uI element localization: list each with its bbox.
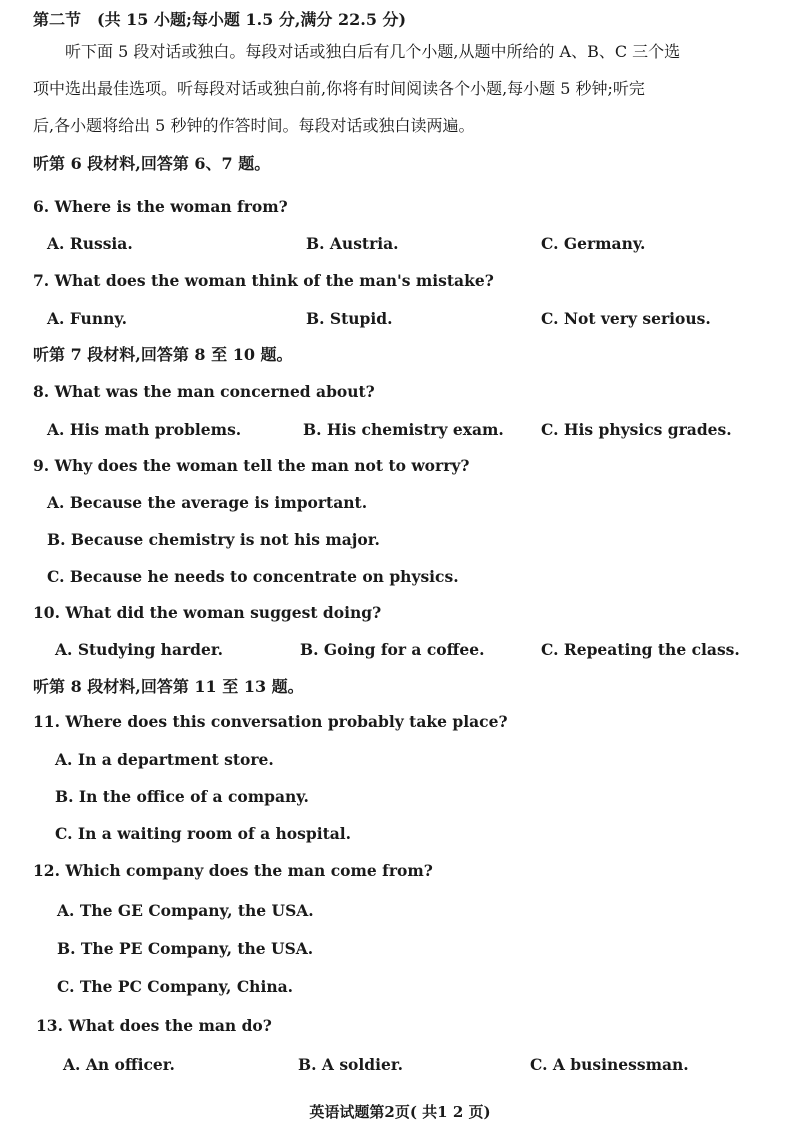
question-13-stem: 13. What does the man do? [36, 1016, 272, 1035]
question-6-option-a[interactable]: A. Russia. [47, 234, 133, 253]
question-10-option-b[interactable]: B. Going for a coffee. [300, 640, 485, 659]
question-8-option-a[interactable]: A. His math problems. [47, 420, 242, 439]
question-7-option-c[interactable]: C. Not very serious. [541, 309, 711, 328]
question-9-option-b[interactable]: B. Because chemistry is not his major. [47, 530, 380, 549]
question-11-stem: 11. Where does this conversation probably take place? [33, 712, 508, 731]
question-9-option-c[interactable]: C. Because he needs to concentrate on physics. [47, 567, 459, 586]
question-11-option-c[interactable]: C. In a waiting room of a hospital. [55, 824, 352, 843]
question-13-option-c[interactable]: C. A businessman. [530, 1055, 689, 1074]
question-7-option-b[interactable]: B. Stupid. [306, 309, 393, 328]
question-6-option-b[interactable]: B. Austria. [306, 234, 399, 253]
question-7-option-a[interactable]: A. Funny. [47, 309, 127, 328]
question-12-stem: 12. Which company does the man come from? [33, 861, 433, 880]
question-8-option-b[interactable]: B. His chemistry exam. [303, 420, 504, 439]
instruction-line-1: 听下面 5 段对话或独白。每段对话或独白后有几个小题,从题中所给的 A、B、C 三个选 [65, 42, 681, 61]
question-12-option-c[interactable]: C. The PC Company, China. [57, 977, 294, 996]
group-heading-7: 听第 7 段材料,回答第 8 至 10 题。 [33, 345, 293, 364]
question-12-option-b[interactable]: B. The PE Company, the USA. [57, 939, 314, 958]
section-title: 第二节 (共 15 小题;每小题 1.5 分,满分 22.5 分) [33, 10, 407, 29]
question-13-option-b[interactable]: B. A soldier. [298, 1055, 403, 1074]
question-7-stem: 7. What does the woman think of the man's mistake? [33, 271, 494, 290]
question-11-option-b[interactable]: B. In the office of a company. [55, 787, 309, 806]
instruction-line-2: 项中选出最佳选项。听每段对话或独白前,你将有时间阅读各个小题,每小题 5 秒钟;听完 [33, 79, 645, 98]
question-10-option-a[interactable]: A. Studying harder. [55, 640, 223, 659]
group-heading-8: 听第 8 段材料,回答第 11 至 13 题。 [33, 677, 304, 696]
question-10-option-c[interactable]: C. Repeating the class. [541, 640, 740, 659]
question-9-option-a[interactable]: A. Because the average is important. [47, 493, 368, 512]
question-8-option-c[interactable]: C. His physics grades. [541, 420, 732, 439]
question-9-stem: 9. Why does the woman tell the man not to worry? [33, 456, 470, 475]
question-6-stem: 6. Where is the woman from? [33, 197, 288, 216]
question-13-option-a[interactable]: A. An officer. [63, 1055, 175, 1074]
page-footer: 英语试题第2页( 共1 2 页) [309, 1103, 491, 1121]
group-heading-6: 听第 6 段材料,回答第 6、7 题。 [33, 154, 271, 173]
question-8-stem: 8. What was the man concerned about? [33, 382, 375, 401]
question-12-option-a[interactable]: A. The GE Company, the USA. [57, 901, 314, 920]
question-11-option-a[interactable]: A. In a department store. [55, 750, 274, 769]
question-6-option-c[interactable]: C. Germany. [541, 234, 646, 253]
instruction-line-3: 后,各小题将给出 5 秒钟的作答时间。每段对话或独白读两遍。 [33, 116, 475, 135]
question-10-stem: 10. What did the woman suggest doing? [33, 603, 382, 622]
